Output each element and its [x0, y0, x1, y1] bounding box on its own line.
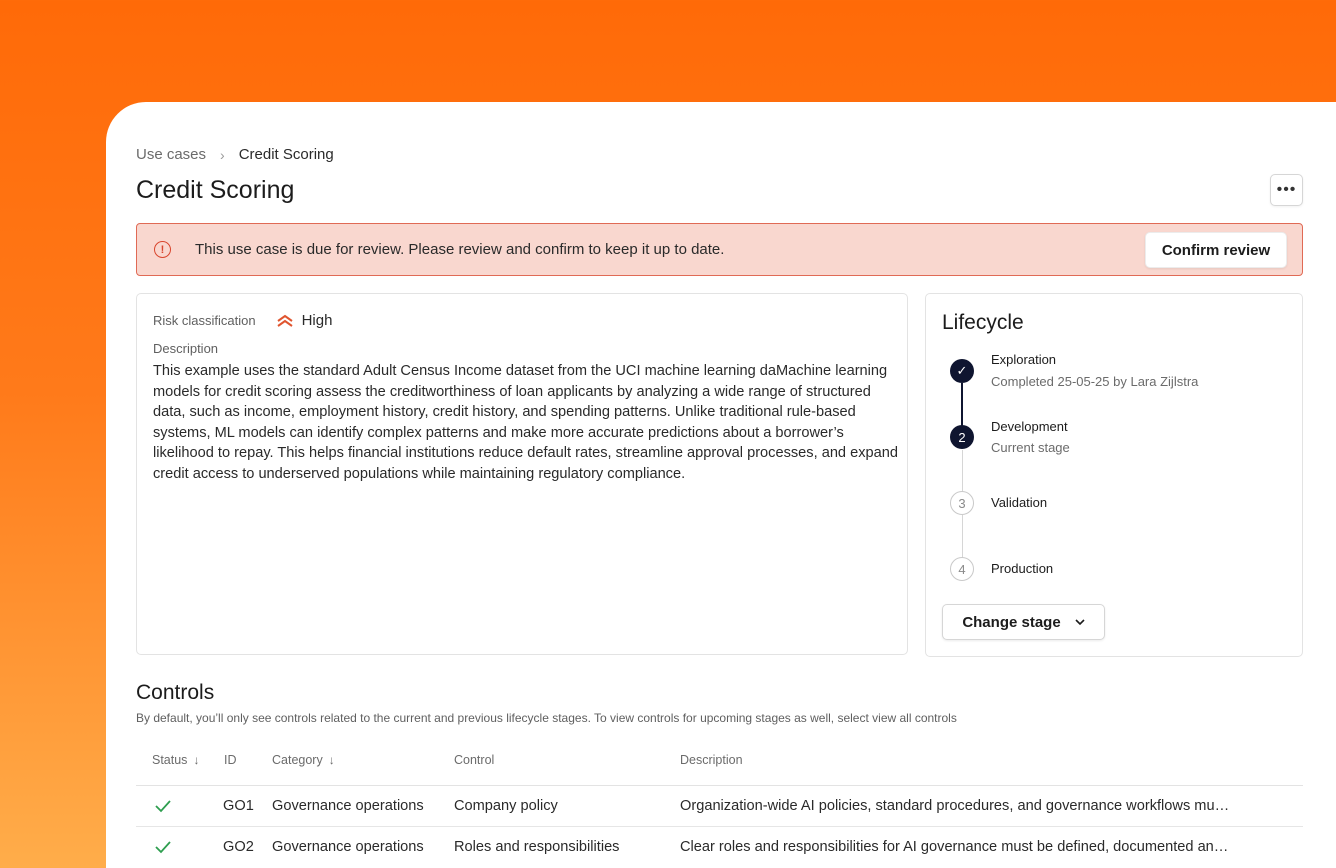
step-status: Completed 25-05-25 by Lara Zijlstra: [991, 374, 1199, 389]
check-icon: ✓: [950, 359, 974, 383]
details-card: [136, 293, 908, 655]
lifecycle-connector: [962, 450, 963, 492]
review-alert: [136, 223, 1303, 276]
controls-subtitle: By default, you’ll only see controls related to the current and previous lifecycle stages. To view controls for upcoming stages as well, select view all controls: [136, 711, 957, 725]
row-control: Roles and responsibilities: [454, 839, 620, 855]
breadcrumb: [136, 146, 334, 163]
check-icon: [154, 840, 172, 854]
column-header-category[interactable]: [272, 753, 335, 767]
step-status: Current stage: [991, 440, 1070, 455]
step-name: Production: [991, 561, 1054, 576]
row-control: Company policy: [454, 798, 558, 814]
row-description: Clear roles and responsibilities for AI governance must be defined, documented an…: [680, 839, 1229, 855]
page-title: Credit Scoring: [136, 176, 295, 204]
column-header-control[interactable]: Control: [454, 753, 495, 767]
risk-label: Risk classification: [153, 313, 256, 328]
change-stage-button[interactable]: [942, 604, 1105, 640]
double-chevron-up-icon: [276, 313, 294, 329]
row-id: GO1: [223, 798, 254, 814]
step-name: Exploration: [991, 352, 1057, 367]
row-category: Governance operations: [272, 798, 424, 814]
step-number: 2: [950, 425, 974, 449]
chevron-down-icon: [1075, 619, 1085, 626]
sort-arrow-icon: ↓: [193, 753, 200, 767]
step-number: 3: [950, 491, 974, 515]
column-header-label: Status: [152, 753, 188, 767]
row-description: Organization-wide AI policies, standard procedures, and governance workflows mu…: [680, 798, 1230, 814]
column-header-description[interactable]: Description: [680, 753, 743, 767]
risk-value: High: [301, 312, 333, 329]
alert-message: This use case is due for review. Please review and confirm to keep it up to date.: [195, 241, 725, 258]
row-category: Governance operations: [272, 839, 424, 855]
check-icon: [154, 799, 172, 813]
step-name: Validation: [991, 495, 1048, 510]
alert-circle-icon: !: [154, 241, 171, 258]
lifecycle-connector: [961, 383, 963, 427]
column-header-status[interactable]: [152, 753, 199, 767]
sort-arrow-icon: ↓: [328, 753, 335, 767]
risk-classification: [153, 312, 332, 329]
lifecycle-title: Lifecycle: [942, 311, 1024, 334]
column-header-id[interactable]: ID: [224, 753, 237, 767]
row-id: GO2: [223, 839, 254, 855]
confirm-review-button[interactable]: Confirm review: [1145, 232, 1287, 268]
lifecycle-connector: [962, 515, 963, 558]
breadcrumb-current: Credit Scoring: [238, 146, 334, 163]
lifecycle-card: [925, 293, 1303, 657]
step-number: 4: [950, 557, 974, 581]
main-panel: [106, 102, 1336, 868]
chevron-right-icon: ›: [220, 146, 225, 163]
step-name: Development: [991, 419, 1068, 434]
controls-title: Controls: [136, 681, 215, 704]
more-options-button[interactable]: [1270, 174, 1303, 206]
change-stage-label: Change stage: [962, 613, 1061, 631]
table-header-divider: [136, 785, 1303, 786]
ellipsis-icon: •••: [1276, 181, 1297, 198]
row-divider: [136, 826, 1303, 827]
breadcrumb-use-cases[interactable]: Use cases: [136, 146, 207, 163]
description-label: Description: [153, 341, 219, 356]
column-header-label: Category: [272, 753, 323, 767]
description-text: This example uses the standard Adult Census Income dataset from the UCI machine learning daMachine learning models for credit scoring assess the creditworthiness of loan applicants by analyzing a wide range of structured data, such as income, employment history, credit history, and spending patterns. Unlike traditional rule-based systems, ML models can identify complex patterns and make more accurate predictions about a borrower’s likelihood to repay. This helps financial institutions reduce default rates, streamline approval processes, and expand credit access to underserved populations while maintaining regulatory compliance.: [153, 363, 898, 482]
